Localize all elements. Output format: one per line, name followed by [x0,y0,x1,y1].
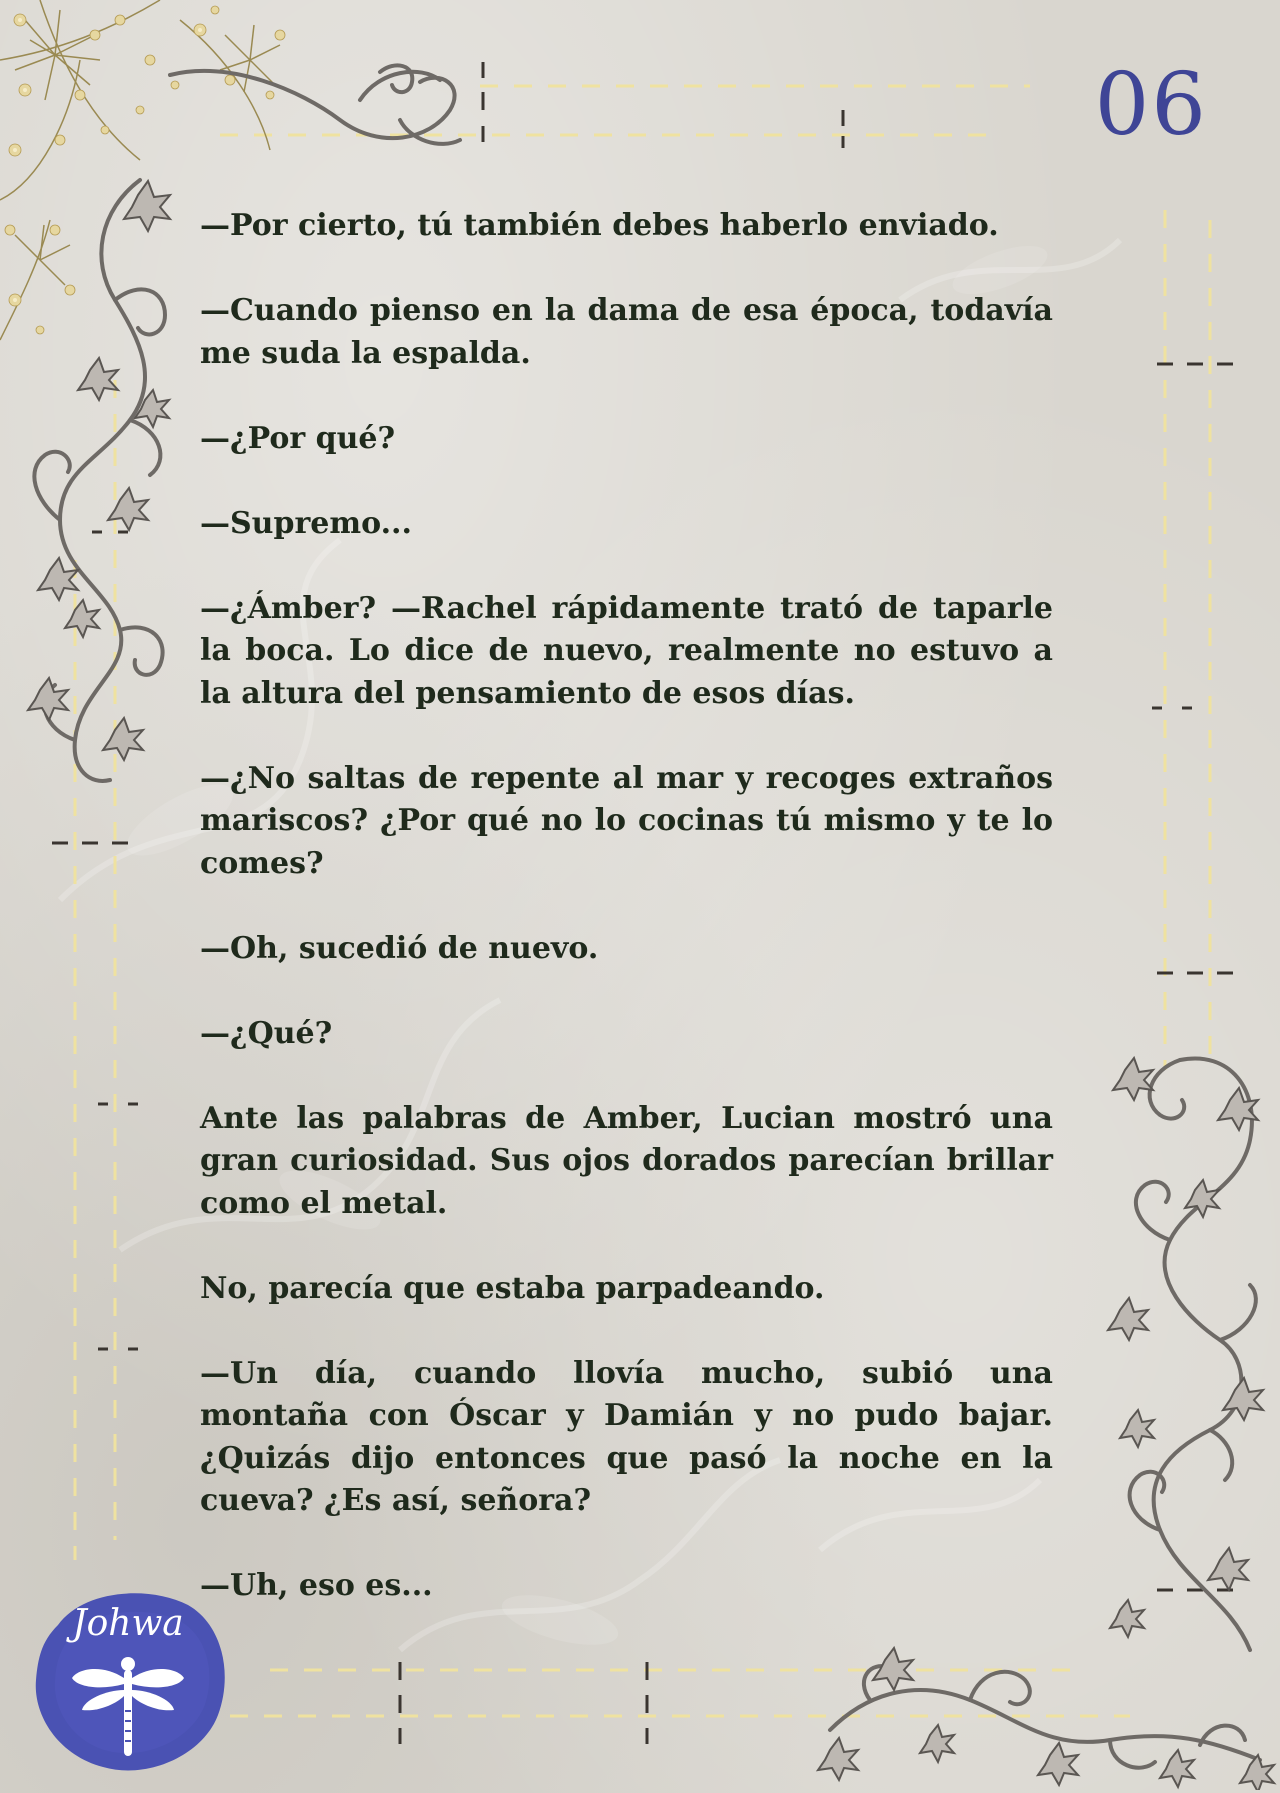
dragonfly-icon [68,1650,188,1760]
paragraph: —Por cierto, tú también debes haberlo enviado. [200,208,999,243]
paragraph: —¿Por qué? [200,420,396,456]
paragraph: —¿No saltas de repente al mar y recoges extraños mariscos? ¿Por qué no lo cocinas tú mismo y te lo comes? [200,760,1053,881]
vine-ornament-bottom [810,1640,1280,1790]
paragraph: —¿Ámber? —Rachel rápidamente trató de taparle la boca. Lo dice de nuevo, realmente no estuvo a la altura del pensamiento de esos días. [200,590,1053,711]
page-number: 06 [1094,55,1208,155]
paragraph: —Uh, eso es... [200,1568,433,1603]
paragraph: —Oh, sucedió de nuevo. [200,930,599,966]
chapter-text [200,205,1053,1650]
paragraph: Ante las palabras de Amber, Lucian mostró una gran curiosidad. Sus ojos dorados parecían brillar como el metal. [200,1100,1053,1221]
vine-ornament-left [20,170,190,790]
paragraph: —Cuando pienso en la dama de esa época, todavía me suda la espalda. [200,293,1053,371]
paragraph: No, parecía que estaba parpadeando. [200,1270,825,1306]
johwa-badge [28,1585,228,1775]
paragraph: —Un día, cuando llovía mucho, subió una montaña con Óscar y Damián y no pudo bajar. ¿Quizás dijo entonces que pasó la noche en la cueva? ¿Es así, señora? [200,1355,1053,1518]
vine-ornament-right [1100,1040,1270,1660]
paragraph: —Supremo... [200,505,412,541]
paragraph: —¿Qué? [200,1015,333,1051]
badge-label: Johwa [72,1603,184,1644]
